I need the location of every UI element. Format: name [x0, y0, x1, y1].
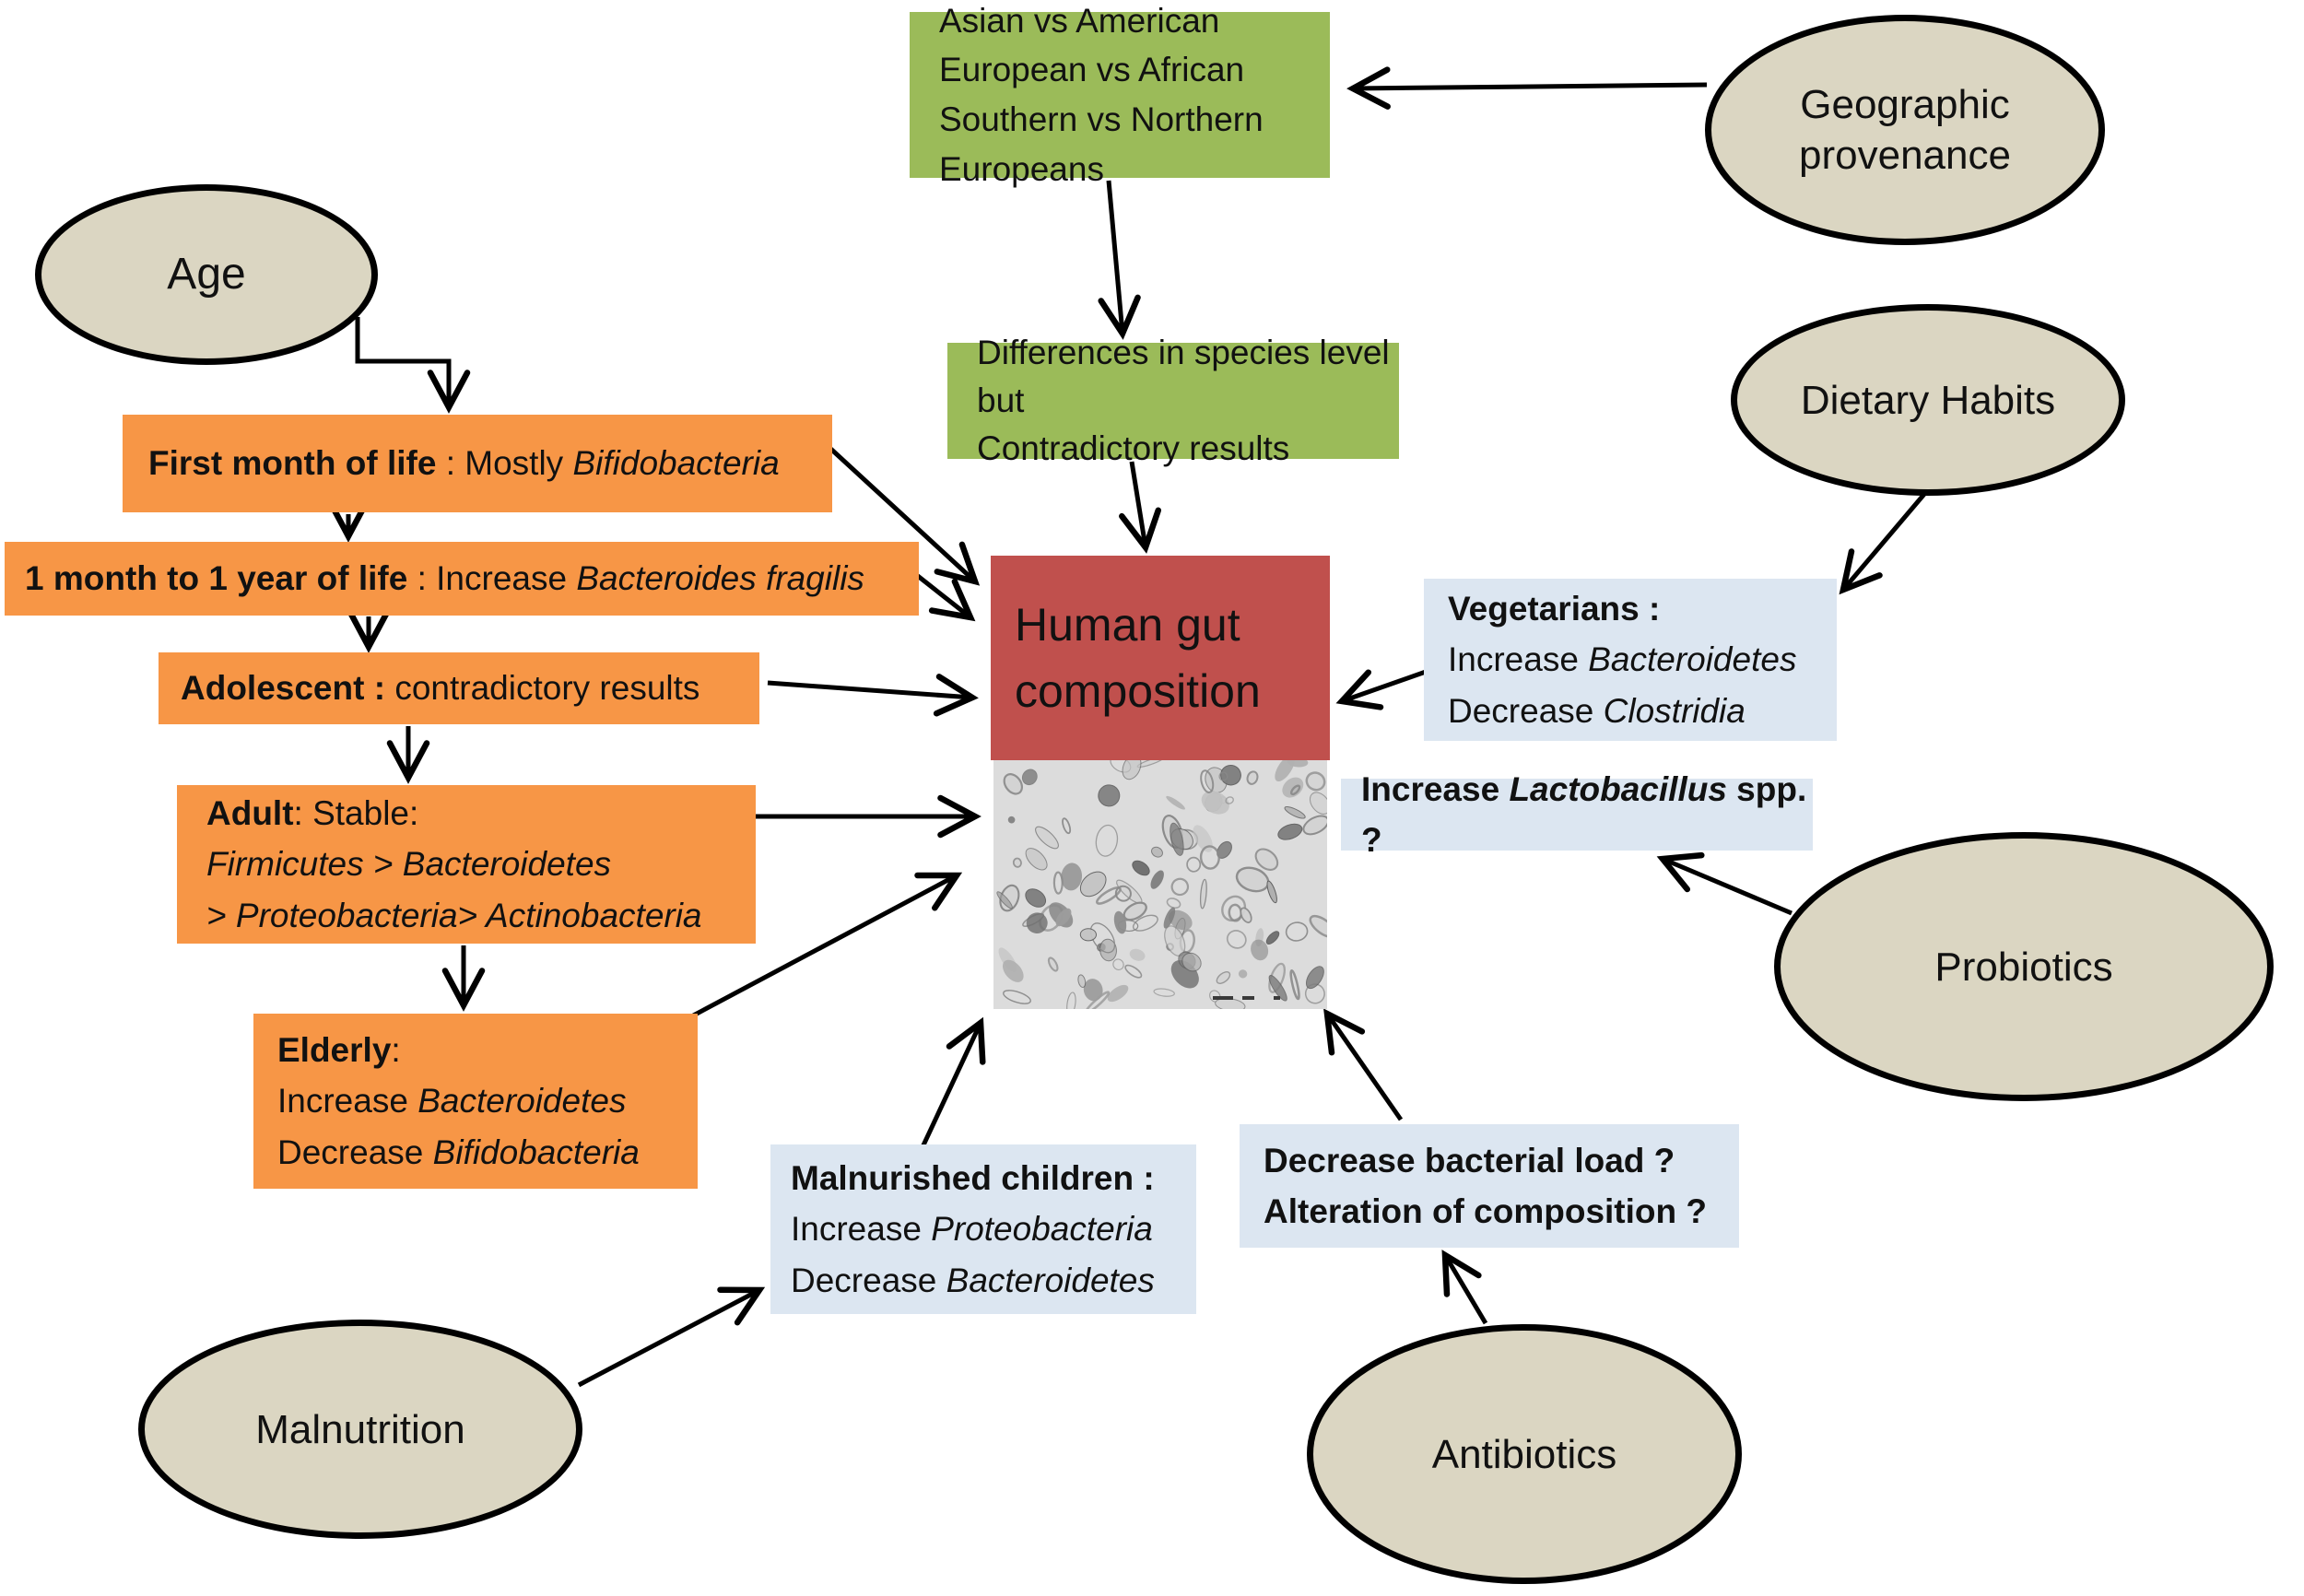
node-geographic-line1: Geographic: [1800, 82, 2010, 127]
adolescent-text: [181, 663, 759, 714]
arrow-comparisons-to-outcome: [1109, 181, 1123, 334]
antibiotics-effect-line1: Decrease bacterial load ?: [1264, 1141, 1675, 1179]
box-elderly: [253, 1014, 698, 1189]
bacteria-micrograph-image: [993, 760, 1327, 1009]
elderly-rest: :: [391, 1030, 401, 1069]
arrow-adolescent-to-center: [768, 683, 972, 698]
node-antibiotics: [1307, 1324, 1742, 1584]
adolescent-rest: contradictory results: [385, 669, 700, 708]
elderly-line1: [277, 1025, 698, 1076]
arrow-probiotics-to-lactobacillus-box: [1663, 859, 1792, 913]
vegetarians-line3-pre: Decrease: [1448, 691, 1604, 730]
elderly-line3: [277, 1127, 698, 1179]
box-geo-comparisons: [910, 1, 1330, 188]
adult-bold: Adult: [206, 793, 294, 832]
node-dietary-label: Dietary Habits: [1800, 377, 2056, 423]
geo-outcome-line1: Differences in species level but: [977, 334, 1390, 420]
node-human-gut-composition: [991, 556, 1330, 760]
first-year-text: [25, 553, 919, 604]
first-year-bold: 1 month to 1 year of life: [25, 559, 408, 598]
geo-comparisons-line2: European vs African: [939, 51, 1245, 89]
box-malnourished-children: [770, 1144, 1196, 1314]
adult-line2: Firmicutes > Bacteroidetes: [206, 845, 612, 884]
box-first-year: [5, 542, 919, 616]
malnourished-line2-pre: Increase: [791, 1210, 932, 1249]
node-antibiotics-label: Antibiotics: [1431, 1431, 1617, 1477]
first-month-bold: First month of life: [148, 444, 437, 483]
vegetarians-line2: [1448, 634, 1837, 686]
box-antibiotics-effect: [1240, 1124, 1739, 1248]
elderly-line2-italic: Bacteroidetes: [417, 1082, 627, 1121]
arrow-malnourished-box-to-image: [922, 1023, 981, 1149]
node-age: [35, 184, 378, 365]
box-probiotics-effect: [1341, 769, 1813, 859]
geo-comparisons-line1: Asian vs American: [939, 1, 1220, 40]
geo-outcome-line2: Contradictory results: [977, 428, 1290, 467]
micrograph-blob: [1080, 929, 1096, 941]
micrograph-blob: [1013, 858, 1022, 868]
arrow-outcome-to-center: [1132, 462, 1146, 547]
node-age-label: Age: [167, 250, 246, 299]
adult-line3: > Proteobacteria> Actinobacteria: [206, 896, 702, 934]
vegetarians-line2-pre: Increase: [1448, 640, 1589, 679]
vegetarians-line3: [1448, 686, 1837, 737]
arrow-antibiotic-box-to-image: [1327, 1014, 1401, 1120]
probiotics-effect-pre: Increase: [1361, 769, 1510, 808]
first-month-italic: Bifidobacteria: [572, 444, 780, 483]
arrow-malnutrition-to-malnourished-box: [579, 1290, 759, 1385]
malnourished-line2-italic: Proteobacteria: [931, 1210, 1153, 1249]
arrow-geographic-to-comparisons: [1353, 85, 1707, 88]
malnourished-line3-pre: Decrease: [791, 1261, 946, 1299]
adult-rest: : Stable:: [293, 793, 419, 832]
box-adult: [177, 785, 756, 944]
node-probiotics: [1774, 832, 2274, 1101]
arrow-first-year-to-center: [914, 573, 970, 617]
node-malnutrition-label: Malnutrition: [255, 1406, 465, 1452]
vegetarians-bold: Vegetarians :: [1448, 589, 1661, 628]
malnourished-line3: [791, 1255, 1196, 1307]
box-geo-outcome: [947, 334, 1399, 467]
box-adolescent: [159, 652, 759, 724]
adolescent-bold: Adolescent :: [181, 669, 386, 708]
malnourished-line3-italic: Bacteroidetes: [946, 1261, 1155, 1299]
geo-comparisons-line3: Southern vs Northern Europeans: [939, 100, 1264, 188]
probiotics-effect-post: spp. ?: [1361, 769, 1807, 859]
elderly-line3-pre: Decrease: [277, 1132, 433, 1171]
box-vegetarians: [1424, 579, 1837, 741]
probiotics-effect-italic: Lactobacillus: [1509, 769, 1727, 808]
arrow-dietary-to-vegetarians-box: [1843, 493, 1925, 590]
node-malnutrition: [138, 1320, 582, 1539]
antibiotics-effect-line2: Alteration of composition ?: [1264, 1192, 1707, 1230]
elderly-line2: [277, 1075, 698, 1127]
node-geographic-provenance: [1705, 15, 2105, 245]
elderly-line2-pre: Increase: [277, 1082, 418, 1121]
malnourished-bold: Malnurished children :: [791, 1158, 1155, 1197]
adult-line1: [206, 788, 756, 839]
center-title-line2: composition: [1015, 665, 1261, 717]
node-geographic-line2: provenance: [1799, 133, 2011, 178]
first-year-sep: : Increase: [407, 559, 577, 598]
arrow-vegetarians-box-to-center: [1342, 672, 1426, 701]
first-month-sep: : Mostly: [436, 444, 573, 483]
malnourished-line2: [791, 1203, 1196, 1255]
box-first-month: [123, 415, 832, 512]
arrow-antibiotics-to-effect-box: [1445, 1255, 1486, 1323]
node-probiotics-label: Probiotics: [1934, 944, 2113, 990]
elderly-line3-italic: Bifidobacteria: [432, 1132, 640, 1171]
probiotics-effect-text: [1361, 764, 1813, 866]
first-month-text: [148, 438, 832, 489]
elderly-bold: Elderly: [277, 1030, 392, 1069]
vegetarians-line3-italic: Clostridia: [1603, 691, 1746, 730]
center-title-line1: Human gut: [1015, 598, 1240, 651]
first-year-italic: Bacteroides fragilis: [576, 559, 864, 598]
arrow-age-to-first-month: [358, 317, 449, 407]
node-dietary-habits: [1731, 304, 2125, 496]
vegetarians-line2-italic: Bacteroidetes: [1588, 640, 1797, 679]
